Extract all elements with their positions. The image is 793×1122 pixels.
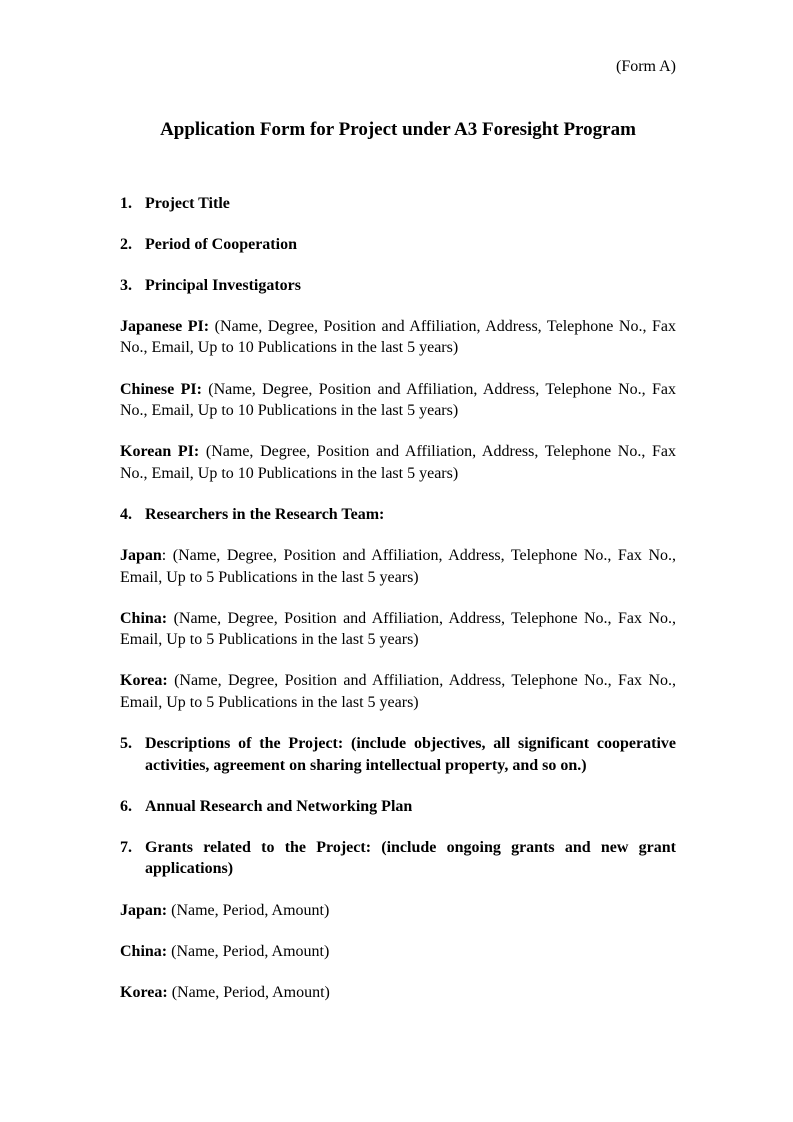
- paragraph-text: (Name, Degree, Position and Affiliation, Address, Telephone No., Fax No., Email, Up to 10 Publications in the last 5 years): [120, 380, 677, 420]
- list-item-text: Researchers in the Research Team:: [145, 505, 385, 523]
- list-item-text: Descriptions of the Project: (include objectives, all significant cooperative activities, agreement on sharing intellectual property, and so on.): [145, 735, 676, 774]
- paragraph-label: Korean PI:: [120, 443, 200, 461]
- list-item-researchers: [120, 504, 676, 526]
- page-title: Application Form for Project under A3 Foresight Program: [160, 118, 636, 140]
- list-number: 6.: [120, 797, 132, 815]
- list-number: 2.: [120, 235, 132, 253]
- paragraph-label: Japanese PI:: [120, 317, 210, 335]
- paragraph-text: (Name, Degree, Position and Affiliation, Address, Telephone No., Fax No., Email, Up to 5 Publications in the last 5 years): [120, 672, 676, 711]
- paragraph-text: : (Name, Degree, Position and Affiliation, Address, Telephone No., Fax No., Email, Up to 5 Publications in the last 5 years): [120, 547, 676, 586]
- list-number: 4.: [120, 505, 132, 523]
- list-item-grants: [120, 837, 676, 880]
- list-item-text: Annual Research and Networking Plan: [145, 797, 413, 815]
- paragraph-text: (Name, Degree, Position and Affiliation, Address, Telephone No., Fax No., Email, Up to 5 Publications in the last 5 years): [120, 609, 676, 649]
- paragraph-label: Chinese PI:: [120, 380, 202, 398]
- list-item-text: Period of Cooperation: [145, 235, 297, 253]
- paragraph-grants-korea: [120, 982, 676, 1004]
- list-item-annual-plan: [120, 796, 676, 818]
- list-number: 5.: [120, 735, 132, 753]
- paragraph-text: (Name, Degree, Position and Affiliation, Address, Telephone No., Fax No., Email, Up to 10 Publications in the last 5 years): [120, 317, 677, 357]
- paragraph-label: Japan: [120, 547, 162, 565]
- list-item-descriptions: [120, 733, 676, 776]
- paragraph-chinese-pi: [120, 379, 676, 422]
- paragraph-text: (Name, Period, Amount): [167, 983, 330, 1001]
- paragraph-researchers-korea: [120, 670, 676, 713]
- list-number: 1.: [120, 194, 132, 212]
- paragraph-grants-japan: [120, 900, 676, 922]
- list-item-principal-investigators: [120, 275, 676, 297]
- paragraph-label: China:: [120, 609, 168, 627]
- paragraph-text: (Name, Period, Amount): [167, 942, 330, 960]
- paragraph-korean-pi: [120, 441, 676, 484]
- paragraph-label: Korea:: [120, 983, 168, 1001]
- paragraph-label: Korea:: [120, 672, 168, 690]
- paragraph-label: Japan:: [120, 901, 168, 919]
- list-item-project-title: [120, 193, 676, 215]
- list-item-text: Principal Investigators: [145, 276, 301, 294]
- paragraph-label: China:: [120, 942, 168, 960]
- list-item-text: Grants related to the Project: (include ongoing grants and new grant applications): [145, 838, 676, 878]
- list-item-period-of-cooperation: [120, 234, 676, 256]
- paragraph-japanese-pi: [120, 316, 676, 359]
- list-number: 7.: [120, 838, 132, 856]
- paragraph-text: (Name, Degree, Position and Affiliation, Address, Telephone No., Fax No., Email, Up to 10 Publications in the last 5 years): [120, 443, 677, 482]
- form-label: (Form A): [616, 58, 676, 75]
- paragraph-researchers-japan: [120, 545, 676, 588]
- paragraph-grants-china: [120, 941, 676, 963]
- paragraph-text: (Name, Period, Amount): [167, 901, 330, 919]
- list-item-text: Project Title: [145, 194, 230, 212]
- paragraph-researchers-china: [120, 608, 676, 651]
- list-number: 3.: [120, 276, 132, 294]
